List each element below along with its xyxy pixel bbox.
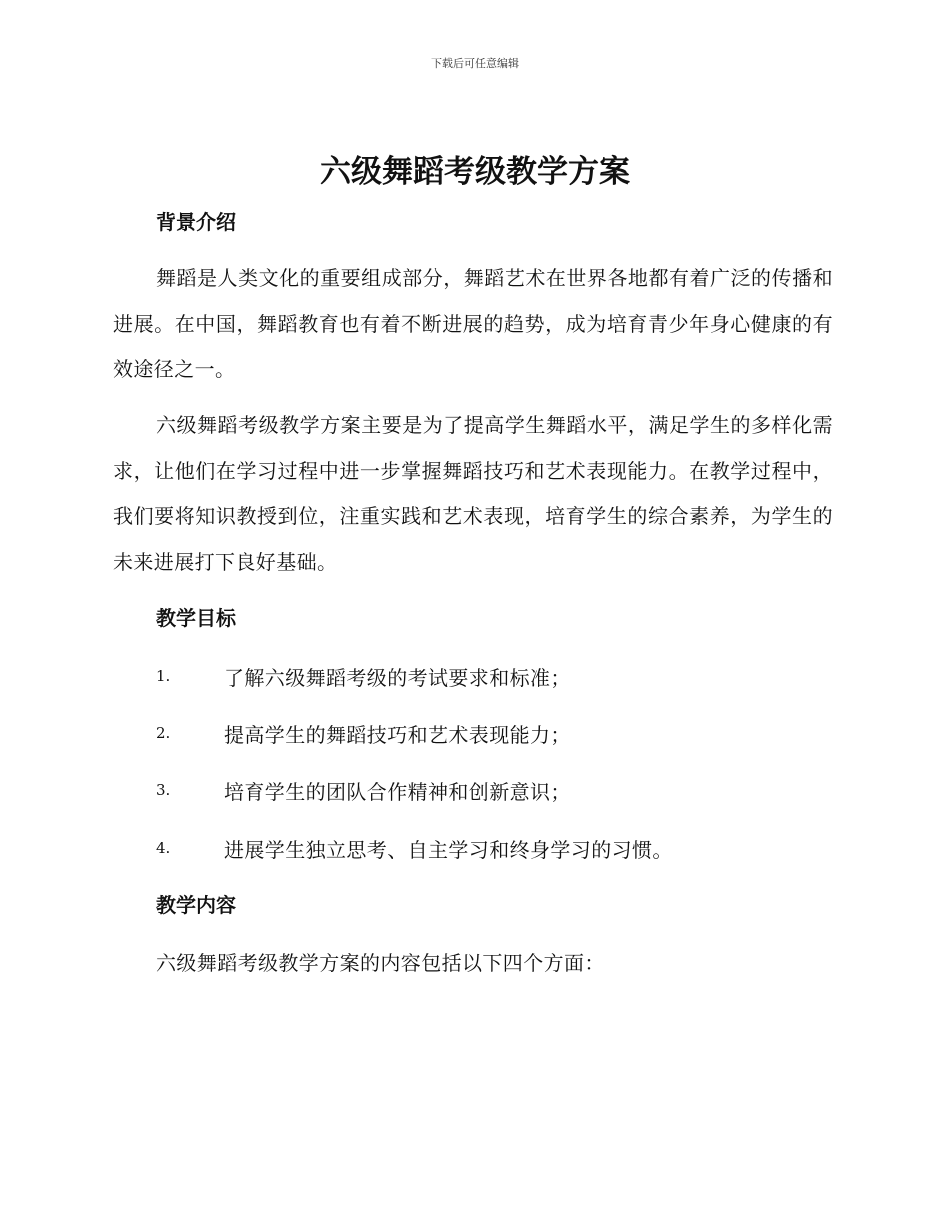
- objective-number: 2.: [156, 724, 171, 742]
- objective-text: 培育学生的团队合作精神和创新意识；: [224, 779, 571, 804]
- objective-number: 3.: [156, 781, 171, 799]
- objective-number: 1.: [156, 667, 171, 685]
- document-title: 六级舞蹈考级教学方案: [320, 154, 630, 190]
- background-paragraph-2: 六级舞蹈考级教学方案主要是为了提高学生舞蹈水平，满足学生的多样化需求，让他们在学习过程中进一步掌握舞蹈技巧和艺术表现能力。在教学过程中，我们要将知识教授到位，注重实践和艺术表现，培育学生的综合素养，为学生的未来进展打下良好基础。: [113, 413, 833, 574]
- background-paragraph-1: 舞蹈是人类文化的重要组成部分，舞蹈艺术在世界各地都有着广泛的传播和进展。在中国，舞蹈教育也有着不断进展的趋势，成为培育青少年身心健康的有效途径之一。: [113, 266, 833, 381]
- objective-text: 提高学生的舞蹈技巧和艺术表现能力；: [224, 722, 571, 747]
- content-intro: 六级舞蹈考级教学方案的内容包括以下四个方面：: [156, 951, 605, 975]
- section-heading-objectives: 教学目标: [156, 606, 236, 630]
- objective-item: [156, 718, 836, 748]
- objective-number: 4.: [156, 839, 171, 857]
- objective-text: 进展学生独立思考、自主学习和终身学习的习惯。: [224, 837, 673, 862]
- section-heading-background: 背景介绍: [156, 210, 236, 234]
- objective-item: [156, 661, 836, 691]
- objective-item: [156, 775, 836, 805]
- header-note: 下载后可任意编辑: [431, 57, 519, 70]
- objective-text: 了解六级舞蹈考级的考试要求和标准；: [224, 665, 571, 690]
- objective-item: [156, 833, 836, 863]
- section-heading-content: 教学内容: [156, 893, 236, 917]
